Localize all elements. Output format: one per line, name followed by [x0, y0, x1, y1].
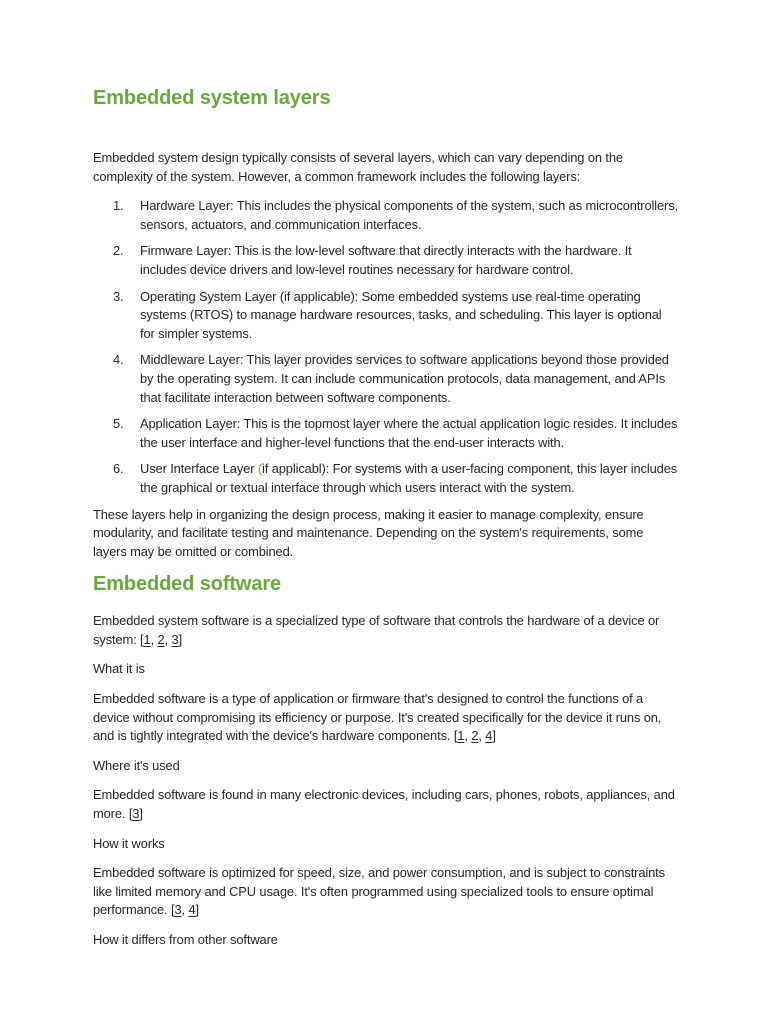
citation-group: [3]: [128, 806, 143, 822]
list-item-application: [93, 415, 678, 452]
citation-group: [3, 4]: [170, 902, 199, 918]
heading-embedded-system-layers: Embedded system layers: [93, 87, 331, 109]
citation-link[interactable]: 3: [132, 806, 140, 822]
list-item-number: 5.: [113, 416, 124, 432]
citation-link[interactable]: 3: [171, 631, 179, 647]
how-it-works-label: How it works: [93, 835, 165, 851]
citation-group: [1, 2, 4]: [453, 728, 496, 744]
list-item-number: 2.: [113, 243, 124, 259]
how-it-works-paragraph: [93, 864, 678, 920]
heading-embedded-software: Embedded software: [93, 573, 281, 596]
paragraph-text: Embedded system software is a specialized type of software that controls the hardware of a device or system:: [93, 613, 660, 647]
list-item-text: Firmware Layer: This is the low-level software that directly interacts with the hardware. It includes device drivers and low-level routines necessary for hardware control.: [140, 243, 632, 277]
list-item-text: Hardware Layer: This includes the physical components of the system, such as microcontrollers, sensors, actuators, and communication interfaces.: [140, 198, 679, 232]
what-it-is-paragraph: [93, 690, 678, 746]
citation-link[interactable]: 1: [457, 728, 465, 744]
how-it-differs-label: How it differs from other software: [93, 932, 278, 947]
citation-group: [1, 2, 3]: [140, 631, 183, 647]
layers-list: [93, 197, 678, 497]
list-item-hardware: [93, 197, 678, 234]
citation-link[interactable]: 4: [188, 902, 196, 918]
document-content: [93, 86, 678, 961]
green-paren: (: [257, 461, 263, 477]
list-item-text: Application Layer: This is the topmost layer where the actual application logic resides. It includes the user interface and higher-level functions that the end-user interacts with.: [140, 416, 678, 450]
list-item-firmware: [93, 242, 678, 279]
software-intro-paragraph: [93, 612, 678, 649]
list-item-operating-system: [93, 288, 678, 344]
list-item-number: 6.: [113, 461, 124, 477]
where-its-used-label: Where it's used: [93, 757, 180, 773]
list-item-text: User Interface Layer: [140, 461, 258, 477]
citation-link[interactable]: 3: [174, 902, 182, 918]
list-item-number: 4.: [113, 352, 124, 368]
citation-link[interactable]: 4: [485, 728, 493, 744]
summary-paragraph: These layers help in organizing the design process, making it easier to manage complexity, ensure modularity, and facilitate testing and maintenance. Depending on the system's requirements, some layers may be omitted or combined.: [93, 506, 644, 559]
list-item-middleware: [93, 351, 678, 407]
list-item-text: if applicabl): For systems with a user-facing component, this layer includes the graphical or textual interface through which users interact with the system.: [140, 461, 678, 495]
paragraph-text: Embedded software is found in many electronic devices, including cars, phones, robots, appliances, and more.: [93, 787, 675, 822]
list-item-text: Operating System Layer (if applicable): Some embedded systems use real-time operating systems (RTOS) to manage hardware resources, tasks, and scheduling. This layer is optional for simpler systems.: [140, 288, 662, 341]
what-it-is-label: What it is: [93, 661, 145, 677]
list-item-number: 1.: [113, 198, 124, 214]
paragraph-text: Embedded software is optimized for speed, size, and power consumption, and is subject to constraints like limited memory and CPU usage. It's often programmed using specialized tools to ensure optimal performance.: [93, 865, 665, 918]
list-item-user-interface: [93, 460, 678, 497]
paragraph-text: Embedded software is a type of application or firmware that's designed to control the functions of a device without compromising its efficiency or purpose. It's created specifically for the device it runs on, and is tightly integrated with the device's hardware components.: [93, 691, 662, 744]
where-its-used-paragraph: [93, 786, 678, 823]
citation-link[interactable]: 1: [143, 631, 151, 647]
citation-link[interactable]: 2: [157, 631, 165, 647]
list-item-number: 3.: [113, 288, 124, 304]
citation-link[interactable]: 2: [471, 728, 479, 744]
intro-paragraph: Embedded system design typically consists of several layers, which can vary depending on the complexity of the system. However, a common framework includes the following layers:: [93, 150, 623, 184]
list-item-text: Middleware Layer: This layer provides services to software applications beyond those provided by the operating system. It can include communication protocols, data management, and APIs that facilitate interaction between software components.: [140, 352, 669, 405]
